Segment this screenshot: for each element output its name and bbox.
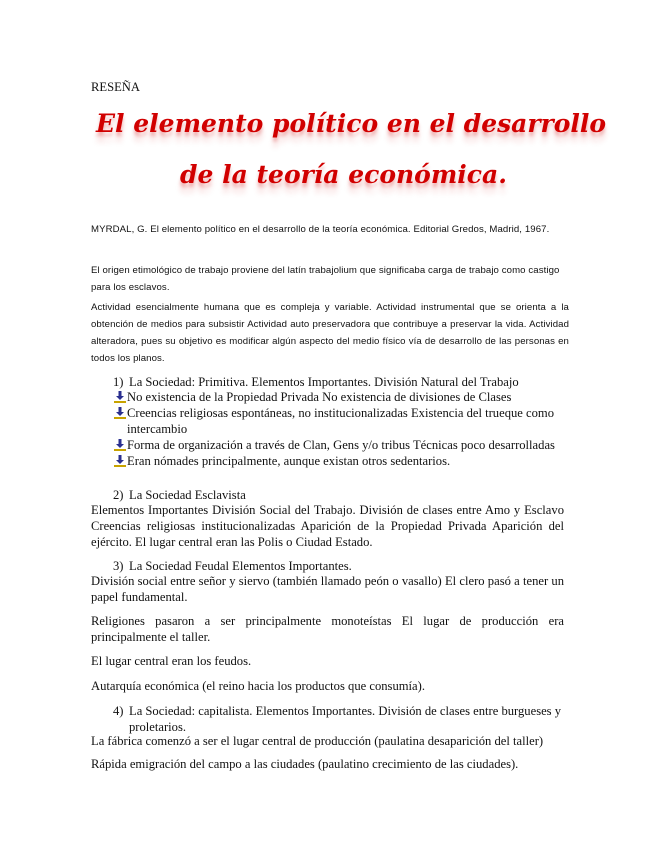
- section-4-heading: [113, 703, 565, 735]
- list-item: No existencia de la Propiedad Privada No existencia de divisiones de Clases: [113, 389, 578, 405]
- section-2-body: Elementos Importantes División Social del Trabajo. División de clases entre Amo y Esclavo Creencias religiosas institucionalizadas Aparición de la Propiedad Privada Aparición del ejército. El lugar central eran las Polis o Ciudad Estado.: [91, 503, 564, 549]
- bibliographic-reference: MYRDAL, G. El elemento político en el desarrollo de la teoría económica. Editorial Gredos, Madrid, 1967.: [91, 224, 550, 235]
- section-2-heading: [113, 487, 246, 503]
- title-line-2: de la teoría económica.: [180, 160, 507, 189]
- list-item: Forma de organización a través de Clan, Gens y/o tribus Técnicas poco desarrolladas: [113, 437, 578, 453]
- bullet-arrow-icon: [113, 390, 127, 404]
- section-1-title: La Sociedad: Primitiva. Elementos Importantes. División Natural del Trabajo: [129, 375, 519, 389]
- section-2-title: La Sociedad Esclavista: [129, 488, 246, 502]
- section-3-p2: Religiones pasaron a ser principalmente monoteístas El lugar de producción era principalmente el taller.: [91, 614, 564, 644]
- section-4-number: 4): [113, 704, 124, 718]
- title-line-1: El elemento político en el desarrollo: [96, 109, 607, 138]
- list-item: Eran nómades principalmente, aunque existan otros sedentarios.: [113, 453, 578, 469]
- bullet-arrow-icon: [113, 454, 127, 468]
- section-3-p1: División social entre señor y siervo (también llamado peón o vasallo) El clero pasó a tener un papel fundamental.: [91, 574, 564, 604]
- list-item: Creencias religiosas espontáneas, no institucionalizadas Existencia del trueque como intercambio: [113, 405, 578, 437]
- bullet-arrow-icon: [113, 406, 127, 420]
- activity-paragraph: Actividad esencialmente humana que es compleja y variable. Actividad instrumental que se orienta a la obtención de medios para subsistir Actividad auto preservadora que contribuye a preservar la vida. Actividad alteradora, pues su objetivo es modificar algún aspecto del medio físico vía de desarrollo de las personas en todos los planos.: [91, 302, 569, 364]
- review-label: RESEÑA: [91, 80, 140, 94]
- section-3-p3: El lugar central eran los feudos.: [91, 654, 252, 668]
- section-3-number: 3): [113, 559, 124, 573]
- section-4-title: La Sociedad: capitalista. Elementos Importantes. División de clases entre burgueses y proletarios.: [129, 704, 562, 734]
- section-1-heading: [113, 374, 573, 390]
- section-1-bullets: [113, 389, 578, 469]
- section-3-title: La Sociedad Feudal Elementos Importantes.: [129, 559, 352, 573]
- etymology-paragraph: El origen etimológico de trabajo proviene del latín trabajolium que significaba carga de trabajo como castigo para los esclavos.: [91, 265, 560, 293]
- section-3-heading: [113, 558, 352, 574]
- section-1-number: 1): [113, 375, 124, 389]
- section-4-p2: Rápida emigración del campo a las ciudades (paulatino crecimiento de las ciudades).: [91, 757, 519, 771]
- section-2-number: 2): [113, 488, 124, 502]
- bullet-arrow-icon: [113, 438, 127, 452]
- section-3-p4: Autarquía económica (el reino hacia los productos que consumía).: [91, 679, 425, 693]
- section-4-p1: La fábrica comenzó a ser el lugar central de producción (paulatina desaparición del taller): [91, 734, 544, 748]
